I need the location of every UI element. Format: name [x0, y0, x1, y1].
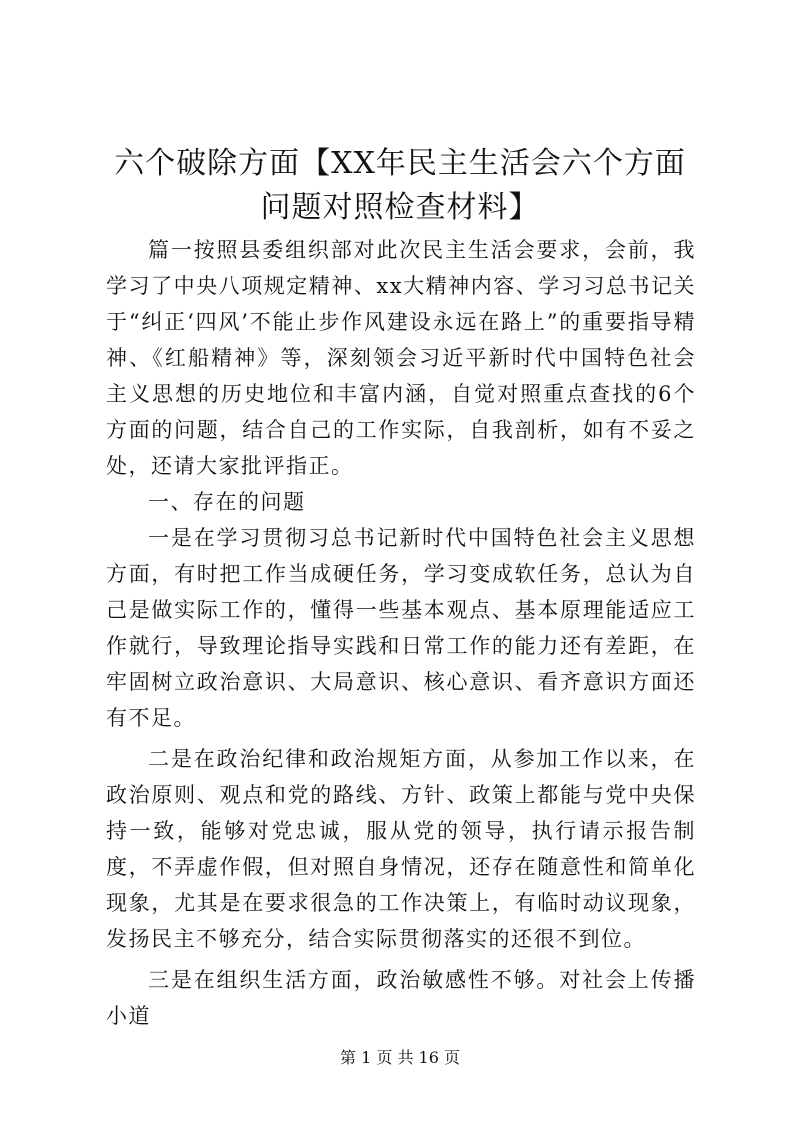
paragraph-problem-2: 二是在政治纪律和政治规矩方面，从参加工作以来，在政治原则、观点和党的路线、方针、政策上都能与党中央保持一致，能够对党忠诚，服从党的领导，执行请示报告制度，不弄虚作假，但对照自身情况，还存在随意性和简单化现象，尤其是在要求很急的工作决策上，有临时动议现象，发扬民主不够充分，结合实际贯彻落实的还很不到位。: [106, 747, 696, 951]
page-footer: 第 1 页 共 16 页: [340, 1048, 460, 1067]
section-heading-problems: 一、存在的问题: [148, 490, 306, 514]
paragraph-problem-3: 三是在组织生活方面，政治敏感性不够。对社会上传播小道: [106, 968, 696, 1028]
document-body: [106, 232, 696, 1034]
paragraph-problem-1: 一是在学习贯彻习总书记新时代中国特色社会主义思想方面，有时把工作当成硬任务，学习变成软任务，总认为自己是做实际工作的，懂得一些基本观点、基本原理能适应工作就行，导致理论指导实践和日常工作的能力还有差距，在牢固树立政治意识、大局意识、核心意识、看齐意识方面还有不足。: [106, 526, 696, 730]
document-title: 六个破除方面【XX年民主生活会六个方面问题对照检查材料】: [114, 146, 686, 225]
paragraph-intro: 篇一按照县委组织部对此次民主生活会要求，会前，我学习了中央八项规定精神、xx大精神内容、学习习总书记关于“纠正‘四风’不能止步作风建设永远在路上”的重要指导精神、《红船精神》等，深刻领会习近平新时代中国特色社会主义思想的历史地位和丰富内涵，自觉对照重点查找的6个方面的问题，结合自己的工作实际，自我剖析，如有不妥之处，还请大家批评指正。: [106, 238, 696, 478]
